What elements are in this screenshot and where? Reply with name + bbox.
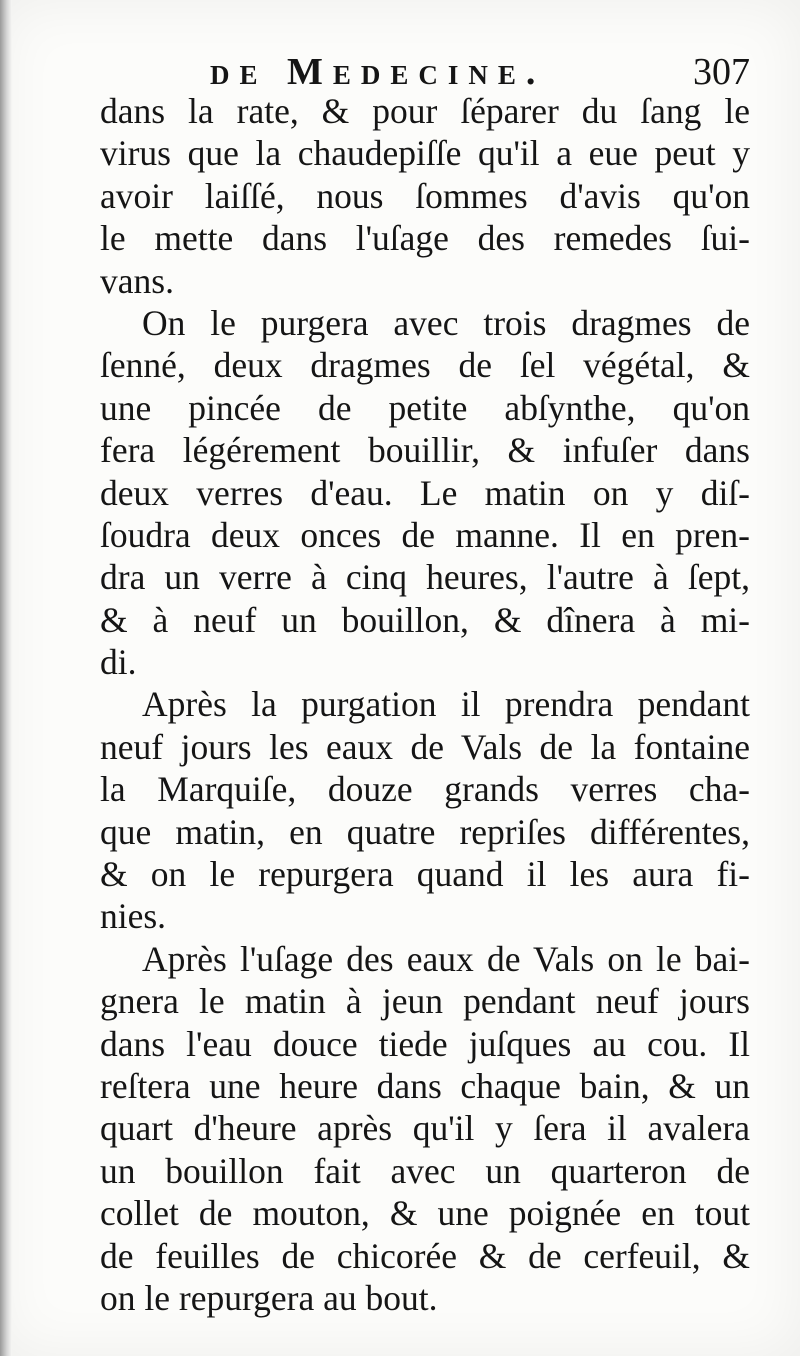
paragraph [100, 302, 750, 684]
text-line: un bouillon fait avec un quarteron de [100, 1150, 750, 1191]
text-line: neuf jours les eaux de Vals de la fontaine [100, 726, 750, 767]
text-line: le mette dans l'uſage des remedes ſui- [100, 218, 750, 259]
paragraph [100, 90, 750, 302]
text-line: di. [100, 642, 137, 683]
text-line: On le purgera avec trois dragmes de [142, 302, 750, 343]
text-line: dans la rate, & pour ſéparer du ſang le [100, 91, 750, 131]
text-line: reſtera une heure dans chaque bain, & un [100, 1065, 750, 1106]
page-binding-edge [0, 0, 12, 1356]
text-line: de feuilles de chicorée & de cerfeuil, & [100, 1235, 750, 1276]
text-line: avoir laiſſé, nous ſommes d'avis qu'on [100, 175, 750, 216]
text-line: fera légérement bouillir, & infuſer dans [100, 430, 750, 471]
text-line: collet de mouton, & une poignée en tout [100, 1193, 750, 1234]
text-line: dra un verre à cinq heures, l'autre à ſept, [100, 557, 750, 598]
text-line: virus que la chaudepiſſe qu'il a eue peut y [100, 133, 750, 174]
text-line: Après la purgation il prendra pendant [142, 684, 750, 725]
text-line: ſenné, deux dragmes de ſel végétal, & [100, 345, 750, 386]
text-line: gnera le matin à jeun pendant neuf jours [100, 981, 750, 1022]
text-line: & à neuf un bouillon, & dînera à mi- [100, 599, 750, 640]
text-line: nies. [100, 896, 167, 937]
text-line: la Marquiſe, douze grands verres cha- [100, 769, 750, 810]
text-line: vans. [100, 260, 174, 301]
text-line: on le repurgera au bout. [100, 1277, 438, 1318]
paragraph [100, 938, 750, 1320]
text-line: deux verres d'eau. Le matin on y diſ- [100, 472, 750, 513]
paragraph [100, 683, 750, 937]
text-line: une pincée de petite abſynthe, qu'on [100, 387, 750, 428]
text-line: Après l'uſage des eaux de Vals on le bai- [142, 938, 750, 979]
body-text [100, 90, 750, 1319]
running-head: de Medecine. [210, 51, 546, 93]
text-line: ſoudra deux onces de manne. Il en pren- [100, 514, 750, 555]
text-line: quart d'heure après qu'il y ſera il avalera [100, 1108, 750, 1149]
text-line: & on le repurgera quand il les aura fi- [100, 854, 750, 895]
text-line: dans l'eau douce tiede juſques au cou. Il [100, 1023, 750, 1064]
page-number: 307 [693, 51, 750, 93]
text-line: que matin, en quatre repriſes différentes, [100, 811, 750, 852]
